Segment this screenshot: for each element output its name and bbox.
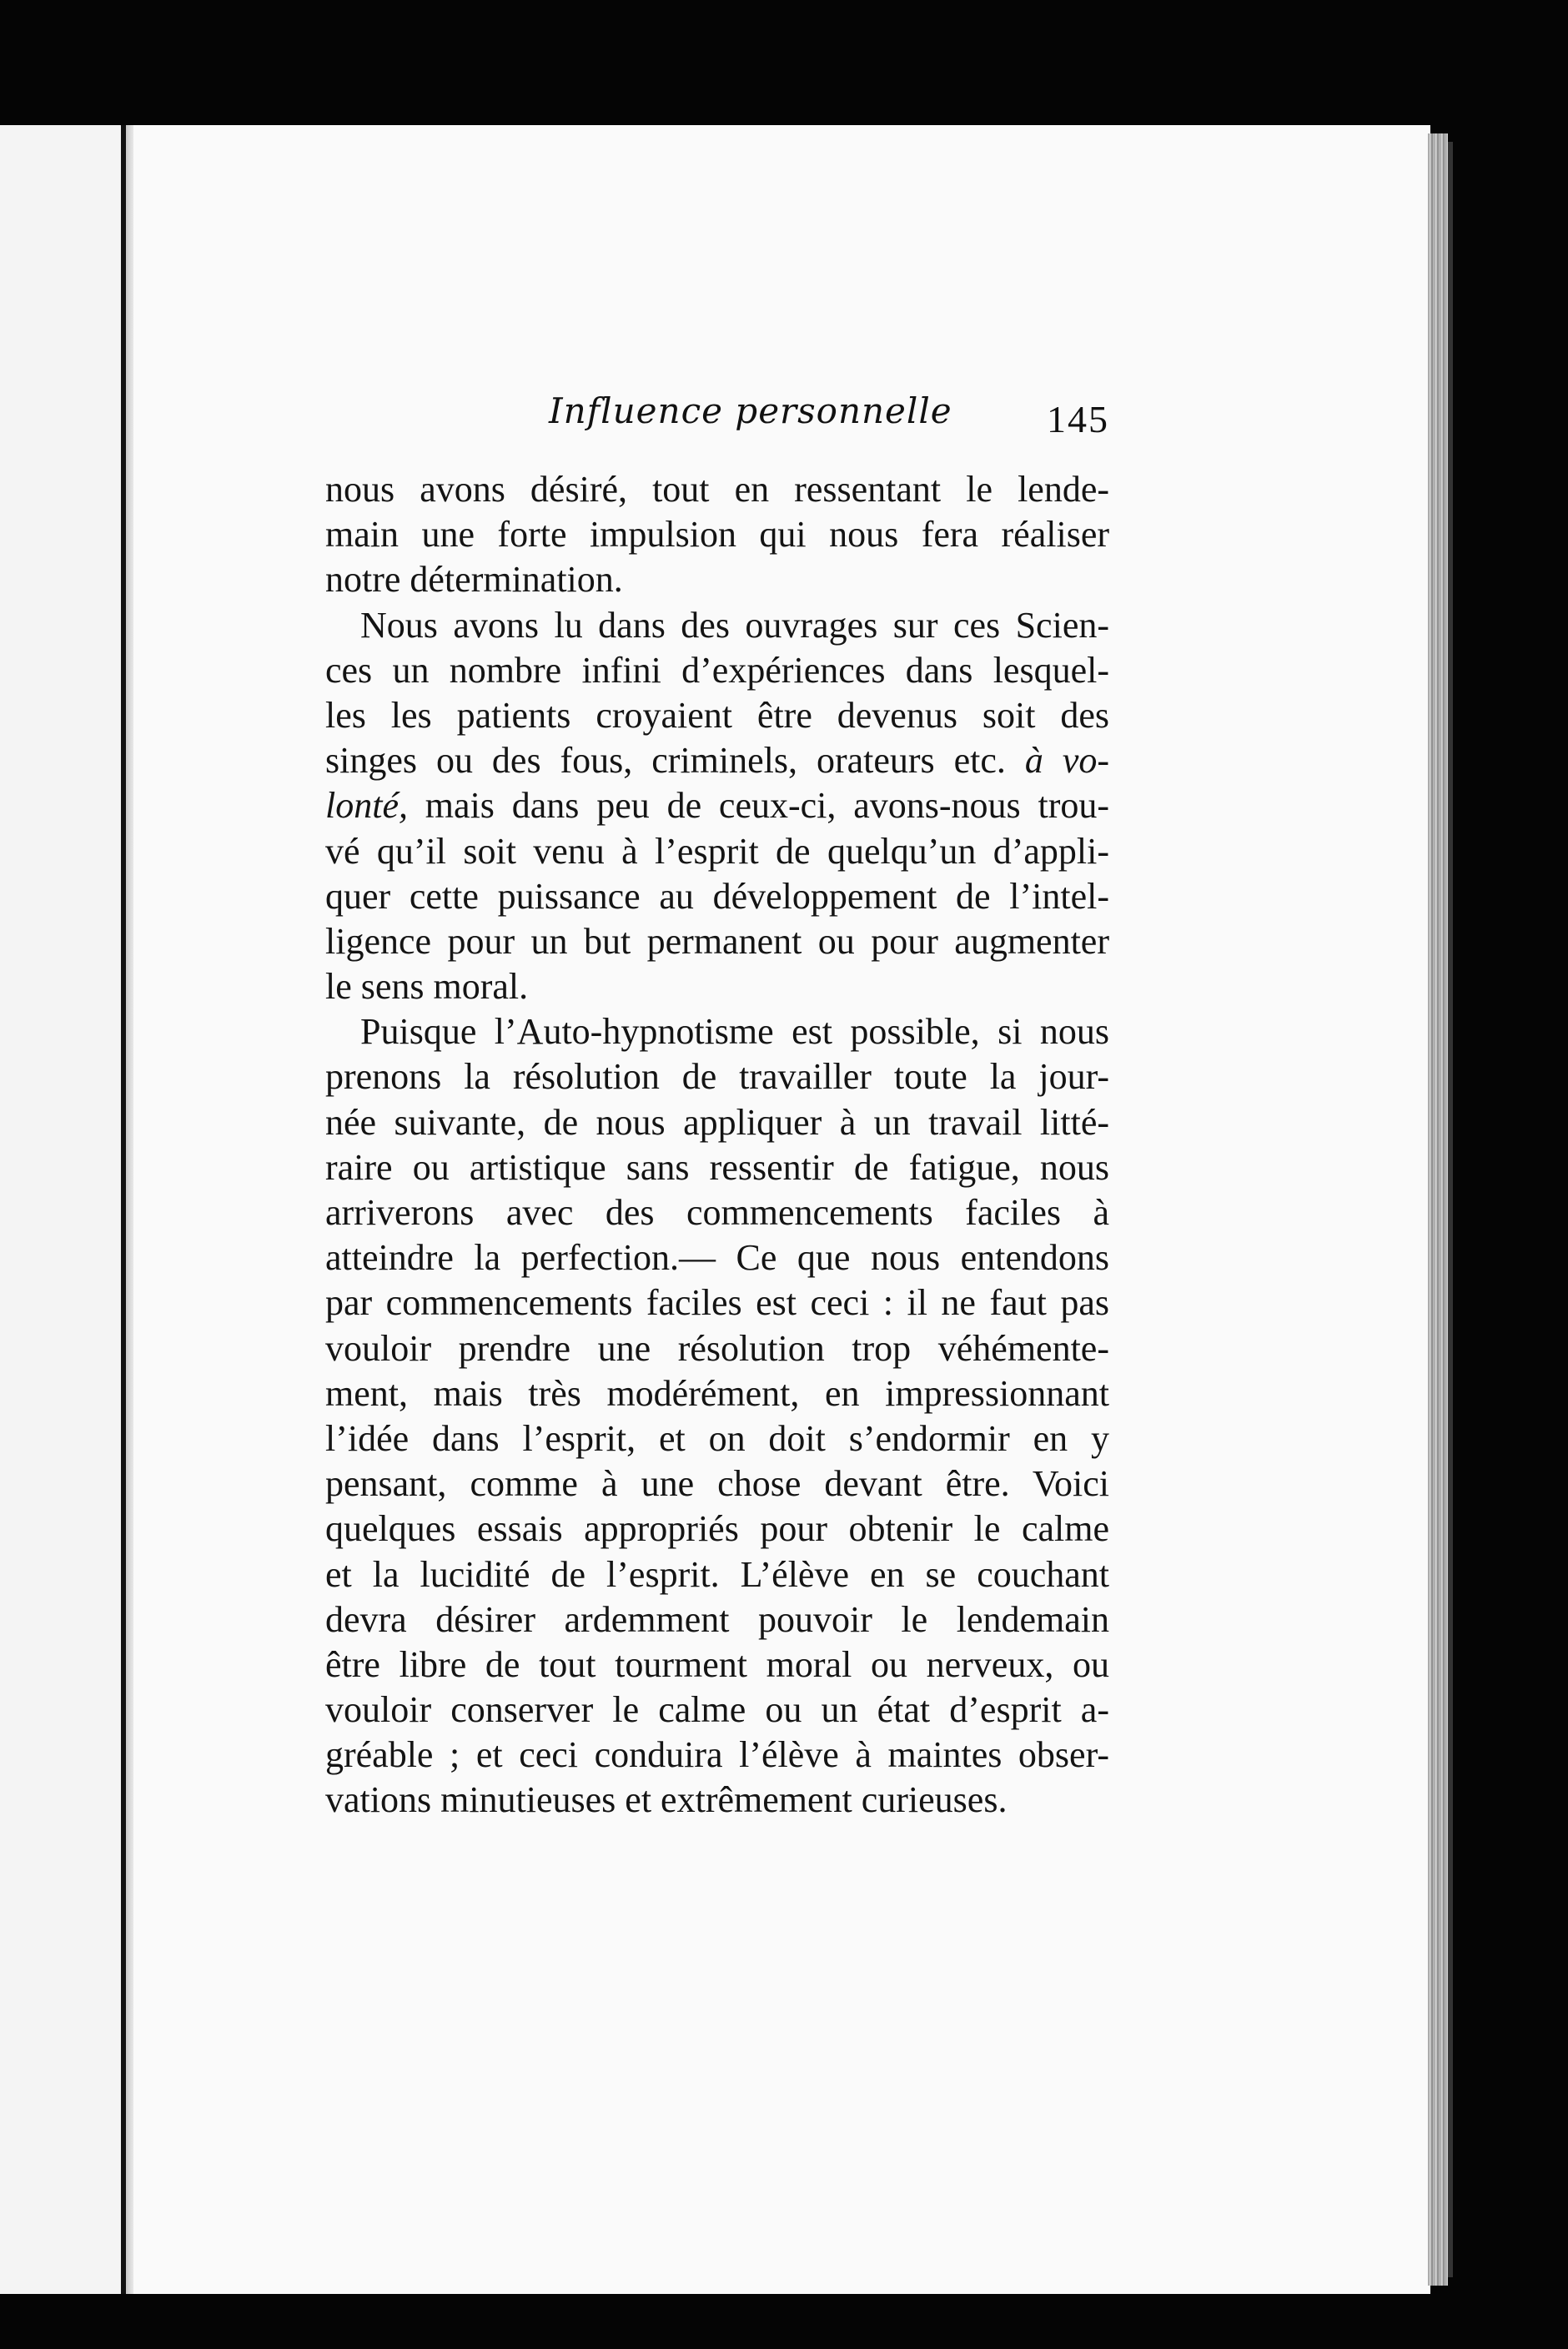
text-line: Nous avons lu dans des ouvrages sur ces Scien-	[360, 604, 1109, 646]
italic-span: lonté,	[325, 785, 408, 827]
text-line: ment, mais très modérément, en impressionnant	[325, 1372, 1109, 1414]
text-line: pensant, comme à une chose devant être. Voici	[325, 1463, 1109, 1505]
text-line: arriverons avec des commencements faciles à	[325, 1192, 1109, 1233]
text-line: nous avons désiré, tout en ressentant le lende-	[325, 469, 1109, 510]
running-header	[325, 390, 1109, 449]
text-line: l’idée dans l’esprit, et on doit s’endormir en y	[325, 1417, 1109, 1459]
text-line: par commencements faciles est ceci : il ne faut pas	[325, 1282, 1109, 1324]
italic-span: à vo-	[1024, 740, 1110, 782]
text-line: Puisque l’Auto-hypnotisme est possible, si nous	[360, 1011, 1109, 1053]
text-line: vé qu’il soit venu à l’esprit de quelqu’un d’appli-	[325, 830, 1109, 872]
text-line: le sens moral.	[325, 966, 529, 1008]
previous-page-edge	[0, 125, 125, 2294]
page-edges-stack	[1428, 133, 1448, 2286]
text-line: vations minutieuses et extrêmement curieuses.	[325, 1779, 1008, 1821]
text-line: raire ou artistique sans ressentir de fatigue, nous	[325, 1146, 1109, 1188]
text-line: prenons la résolution de travailler toute la jour-	[325, 1056, 1109, 1098]
text-line: gréable ; et ceci conduira l’élève à maintes obser-	[325, 1734, 1109, 1776]
body-text	[325, 467, 1109, 1823]
text-line: née suivante, de nous appliquer à un travail litté-	[325, 1101, 1109, 1143]
text-line: main une forte impulsion qui nous fera réaliser	[325, 514, 1109, 556]
text-span: singes ou des fous, criminels, orateurs etc.	[325, 740, 1006, 782]
text-line: être libre de tout tourment moral ou nerveux, ou	[325, 1643, 1109, 1685]
running-title: Influence personnelle	[549, 390, 952, 431]
text-line: atteindre la perfection.— Ce que nous entendons	[325, 1237, 1109, 1279]
text-line: ces un nombre infini d’expériences dans lesquel-	[325, 649, 1109, 691]
page-edges-shadow	[1448, 142, 1453, 2277]
text-line: quelques essais appropriés pour obtenir le calme	[325, 1508, 1109, 1550]
text-line: vouloir conserver le calme ou un état d’esprit a-	[325, 1689, 1109, 1731]
text-line: vouloir prendre une résolution trop véhémente-	[325, 1327, 1109, 1369]
page-number: 145	[1047, 398, 1109, 440]
text-line: les les patients croyaient être devenus soit des	[325, 694, 1109, 736]
text-line	[325, 738, 1109, 783]
text-span: mais dans peu de ceux-ci, avons-nous trou-	[407, 785, 1109, 827]
text-line: notre détermination.	[325, 559, 623, 601]
text-line: devra désirer ardemment pouvoir le lendemain	[325, 1598, 1109, 1640]
text-line: ligence pour un but permanent ou pour augmenter	[325, 920, 1109, 962]
text-line: quer cette puissance au développement de l’intel-	[325, 875, 1109, 917]
text-line	[325, 783, 1109, 828]
text-line: et la lucidité de l’esprit. L’élève en se couchant	[325, 1553, 1109, 1595]
